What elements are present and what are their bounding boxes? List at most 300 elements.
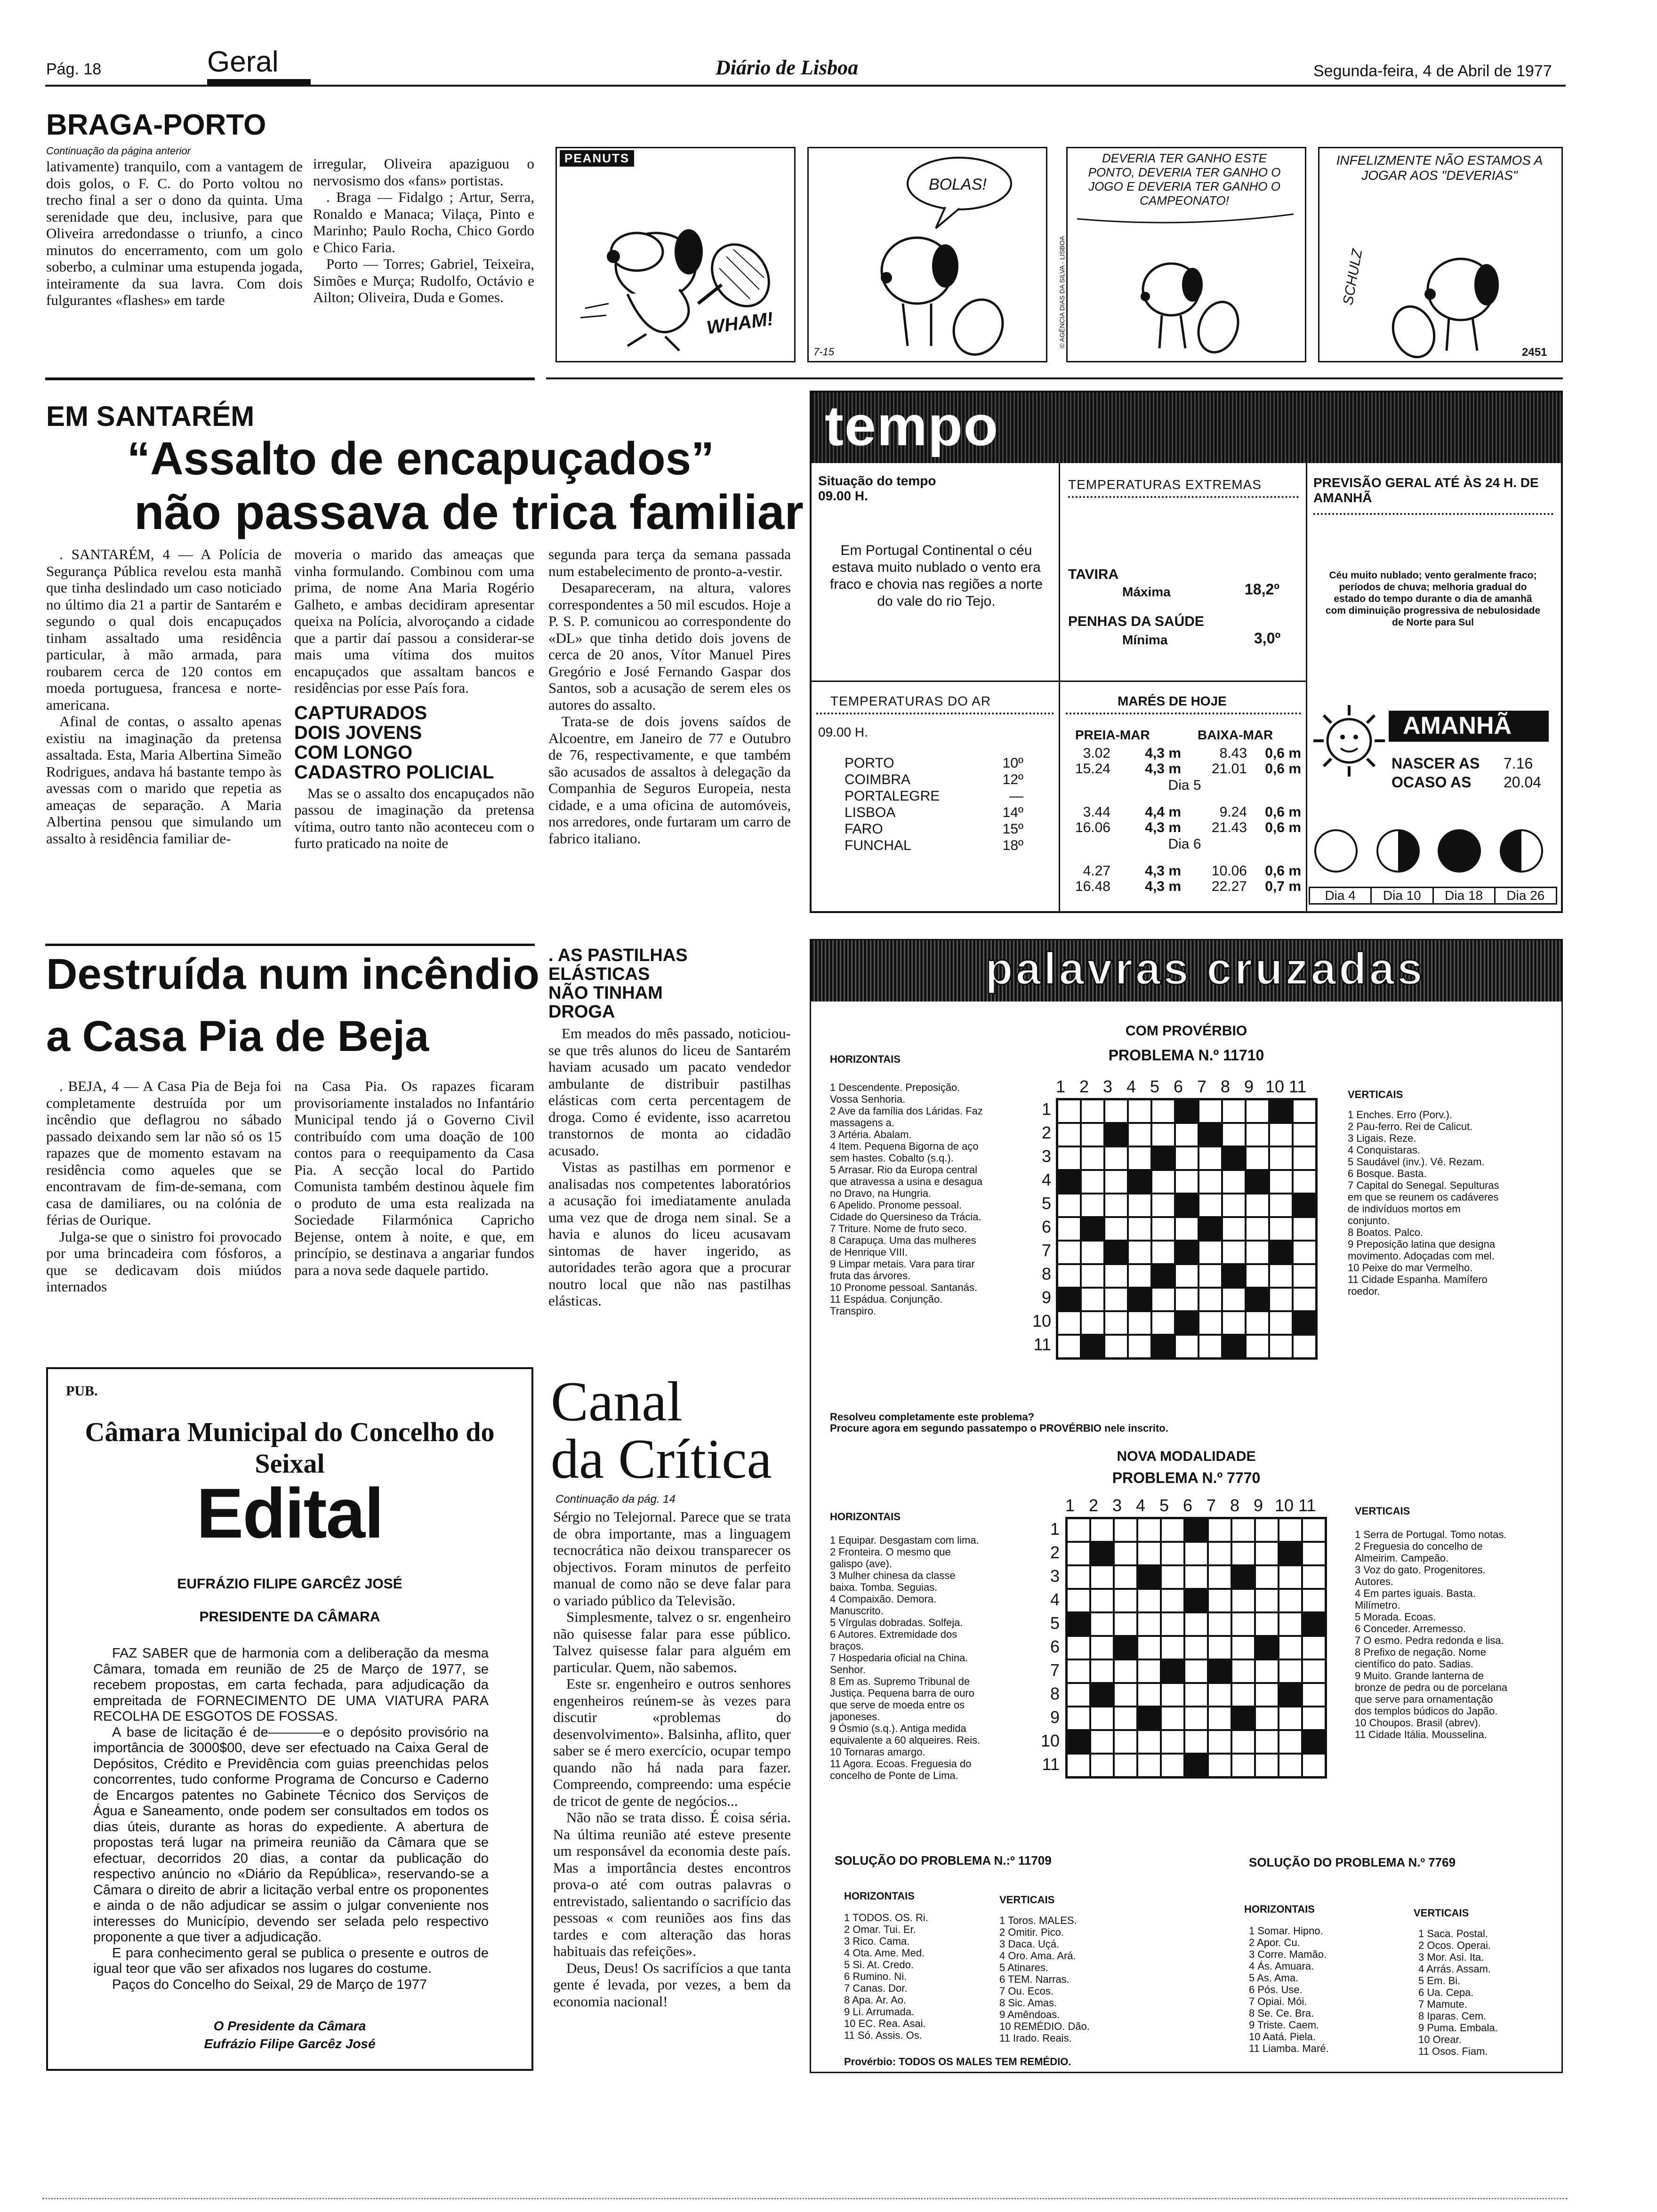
crossword-cell[interactable] [1151,1217,1175,1241]
crossword-cell[interactable] [1137,1589,1161,1612]
crossword-cell[interactable] [1175,1264,1199,1288]
crossword-cell[interactable] [1293,1146,1316,1170]
crossword-cell[interactable] [1104,1335,1128,1358]
crossword-cell[interactable] [1090,1707,1114,1730]
crossword-cell[interactable] [1161,1612,1184,1636]
comic-panel-2 [807,147,1047,362]
crossword-cell[interactable] [1293,1217,1316,1241]
crossword-cell[interactable] [1279,1565,1302,1589]
crossword-cell[interactable] [1128,1146,1151,1170]
crossword-cell[interactable] [1081,1264,1104,1288]
crossword-cell[interactable] [1222,1288,1246,1311]
crossword-cell[interactable] [1067,1636,1090,1659]
crossword-cell[interactable] [1255,1589,1279,1612]
crossword-cell[interactable] [1104,1099,1128,1123]
crossword-cell[interactable] [1067,1730,1090,1754]
crossword-cell[interactable] [1302,1565,1326,1589]
crossword-cell[interactable] [1175,1170,1199,1194]
crossword-cell[interactable] [1302,1589,1326,1612]
solution-line: 7 Ou. Ecos. [999,1985,1054,1997]
crossword-cell[interactable] [1199,1288,1222,1311]
solution-line: 4 Ás. Amuara. [1249,1960,1314,1972]
crossword-cell[interactable] [1175,1288,1199,1311]
crossword-cell[interactable] [1255,1730,1279,1754]
crossword-cell[interactable] [1161,1542,1184,1565]
crossword-cell[interactable] [1246,1335,1269,1358]
crossword-cell[interactable] [1090,1565,1114,1589]
crossword-cell[interactable] [1175,1335,1199,1358]
crossword-cell[interactable] [1081,1311,1104,1335]
crossword-cell[interactable] [1161,1518,1184,1542]
crossword-cell[interactable] [1104,1241,1128,1264]
crossword-cell[interactable] [1067,1754,1090,1777]
crossword-cell[interactable] [1128,1123,1151,1146]
crossword-cell[interactable] [1057,1241,1081,1264]
crossword-cell[interactable] [1255,1659,1279,1683]
crossword-cell[interactable] [1057,1217,1081,1241]
crossword-cell[interactable] [1128,1288,1151,1311]
crossword-cell[interactable] [1246,1099,1269,1123]
crossword-cell[interactable] [1057,1099,1081,1123]
row-number: 7 [1050,1660,1060,1680]
crossword-cell[interactable] [1279,1612,1302,1636]
crossword-cell[interactable] [1199,1241,1222,1264]
crossword-cell[interactable] [1114,1754,1137,1777]
crossword-cell[interactable] [1104,1264,1128,1288]
crossword-cell[interactable] [1222,1264,1246,1288]
city-name: COIMBRA [845,772,911,787]
crossword-cell[interactable] [1269,1194,1293,1217]
crossword-cell[interactable] [1057,1194,1081,1217]
solution-1-vertical [999,1915,1141,2044]
crossword-cell[interactable] [1302,1707,1326,1730]
crossword-cell[interactable] [1104,1170,1128,1194]
crossword-cell[interactable] [1231,1683,1255,1707]
crossword-cell[interactable] [1081,1146,1104,1170]
crossword-cell[interactable] [1057,1288,1081,1311]
crossword-cell[interactable] [1269,1335,1293,1358]
crossword-cell[interactable] [1081,1099,1104,1123]
crossword-cell[interactable] [1246,1123,1269,1146]
crossword-cell[interactable] [1128,1194,1151,1217]
crossword-cell[interactable] [1090,1659,1114,1683]
crossword-grid-2[interactable] [1065,1517,1327,1779]
crossword-cell[interactable] [1208,1612,1231,1636]
crossword-cell[interactable] [1184,1683,1208,1707]
crossword-cell[interactable] [1104,1311,1128,1335]
crossword-cell[interactable] [1067,1518,1090,1542]
crossword-cell[interactable] [1151,1146,1175,1170]
crossword-cell[interactable] [1279,1659,1302,1683]
crossword-cell[interactable] [1231,1707,1255,1730]
crossword-cell[interactable] [1255,1683,1279,1707]
crossword-cell[interactable] [1081,1241,1104,1264]
crossword-cell[interactable] [1184,1636,1208,1659]
crossword-cell[interactable] [1199,1217,1222,1241]
crossword-cell[interactable] [1246,1288,1269,1311]
crossword-cell[interactable] [1175,1241,1199,1264]
ad-paragraph: Paços do Concelho do Seixal, 29 de Março de 1977 [112,1977,427,1992]
crossword-cell[interactable] [1293,1099,1316,1123]
crossword-cell[interactable] [1231,1754,1255,1777]
crossword-cell[interactable] [1067,1707,1090,1730]
crossword-cell[interactable] [1128,1170,1151,1194]
crossword-cell[interactable] [1114,1542,1137,1565]
crossword-cell[interactable] [1231,1730,1255,1754]
crossword-cell[interactable] [1246,1170,1269,1194]
section-name: Geral [207,46,279,78]
col-number: 2 [1079,1077,1089,1096]
crossword-cell[interactable] [1199,1146,1222,1170]
crossword-cell[interactable] [1151,1194,1175,1217]
city-row [845,804,1023,821]
crossword-cell[interactable] [1090,1612,1114,1636]
crossword-cell[interactable] [1090,1636,1114,1659]
crossword-cell[interactable] [1302,1659,1326,1683]
crossword-cell[interactable] [1057,1146,1081,1170]
crossword-cell[interactable] [1090,1683,1114,1707]
crossword-cell[interactable] [1081,1335,1104,1358]
crossword-cell[interactable] [1128,1311,1151,1335]
crossword-cell[interactable] [1269,1264,1293,1288]
crossword-cell[interactable] [1208,1683,1231,1707]
heading-line: Situação do tempo [818,473,936,488]
crossword-cell[interactable] [1184,1589,1208,1612]
crossword-cell[interactable] [1293,1194,1316,1217]
crossword-cell[interactable] [1279,1542,1302,1565]
crossword-cell[interactable] [1137,1683,1161,1707]
extreme-city-min: PENHAS DA SAÚDE [1068,614,1204,629]
crossword-cell[interactable] [1114,1659,1137,1683]
crossword-cell[interactable] [1114,1683,1137,1707]
crossword-cell[interactable] [1269,1311,1293,1335]
crossword-cell[interactable] [1222,1311,1246,1335]
clue: 8 Prefixo de negação. Nome científico do pato. Sadias. [1355,1646,1486,1670]
city-name: FARO [845,821,883,837]
crossword-cell[interactable] [1222,1099,1246,1123]
tides-heading: MARÉS DE HOJE [1118,694,1227,708]
crossword-cell[interactable] [1199,1099,1222,1123]
crossword-cell[interactable] [1057,1335,1081,1358]
crossword-cell[interactable] [1199,1123,1222,1146]
crossword-cell[interactable] [1104,1217,1128,1241]
crossword-cell[interactable] [1137,1754,1161,1777]
crossword-cell[interactable] [1090,1589,1114,1612]
crossword-cell[interactable] [1175,1311,1199,1335]
crossword-cell[interactable] [1114,1565,1137,1589]
crossword-cell[interactable] [1184,1754,1208,1777]
crossword-cell[interactable] [1137,1612,1161,1636]
crossword-cell[interactable] [1279,1730,1302,1754]
crossword-cell[interactable] [1151,1099,1175,1123]
crossword-cell[interactable] [1208,1707,1231,1730]
crossword-problem-2: PROBLEMA N.º 7770 [1112,1469,1261,1486]
crossword-cell[interactable] [1302,1730,1326,1754]
clue: 9 Limpar metais. Vara para tirar fruta das árvores. [830,1258,975,1282]
beja-column-1 [46,1078,282,1295]
crossword-cell[interactable] [1208,1754,1231,1777]
crossword-cell[interactable] [1067,1565,1090,1589]
crossword-cell[interactable] [1104,1123,1128,1146]
crossword-cell[interactable] [1057,1170,1081,1194]
crossword-cell[interactable] [1208,1542,1231,1565]
crossword-cell[interactable] [1104,1146,1128,1170]
braga-title: BRAGA-PORTO [46,109,266,141]
crossword-cell[interactable] [1231,1565,1255,1589]
crossword-cell[interactable] [1114,1612,1137,1636]
crossword-cell[interactable] [1293,1241,1316,1264]
crossword-cell[interactable] [1246,1146,1269,1170]
crossword-cell[interactable] [1090,1518,1114,1542]
crossword-cell[interactable] [1255,1707,1279,1730]
crossword-cell[interactable] [1279,1707,1302,1730]
crossword-cell[interactable] [1137,1730,1161,1754]
row-number: 9 [1041,1288,1051,1307]
crossword-section [810,939,1563,2073]
crossword-cell[interactable] [1128,1099,1151,1123]
solution-line: 7 Opiai. Mói. [1249,1996,1307,2007]
crossword-cell[interactable] [1137,1565,1161,1589]
crossword-cell[interactable] [1208,1565,1231,1589]
crossword-cell[interactable] [1161,1589,1184,1612]
crossword-cell[interactable] [1246,1311,1269,1335]
crossword-cell[interactable] [1293,1311,1316,1335]
crossword-cell[interactable] [1151,1170,1175,1194]
crossword-cell[interactable] [1090,1754,1114,1777]
crossword-cell[interactable] [1269,1146,1293,1170]
crossword-cell[interactable] [1279,1683,1302,1707]
crossword-cell[interactable] [1199,1311,1222,1335]
crossword-cell[interactable] [1161,1730,1184,1754]
solution-line: 5 Em. Bi. [1418,1975,1461,1987]
clue: 1 Serra de Portugal. Tomo notas. [1355,1529,1507,1540]
crossword-cell[interactable] [1184,1612,1208,1636]
crossword-cell[interactable] [1293,1335,1316,1358]
extremes-heading: TEMPERATURAS EXTREMAS [1068,477,1262,492]
crossword-cell[interactable] [1222,1194,1246,1217]
crossword-cell[interactable] [1255,1754,1279,1777]
crossword-cell[interactable] [1184,1542,1208,1565]
crossword-cell[interactable] [1057,1264,1081,1288]
crossword-cell[interactable] [1161,1565,1184,1589]
crossword-note-2: Procure agora em segundo passatempo o PROVÉRBIO nele inscrito. [830,1422,1168,1434]
article-paragraph: na Casa Pia. Os rapazes ficaram provisoriamente instalados no Infantário Municipal tendo já o Governo Civil contribuído com uma doação de 100 contos para o reequipamento da Casa Pia. A secção local do Partido Comunista também destinou àquele fim o produto de uma esta realizada na Sociedade Filarmónica Capricho Bejense, ontem à noite, e que, em princípio, se destinava a angariar fundos para a nova sede daquele partido. [294,1078,534,1278]
crossword-cell[interactable] [1151,1288,1175,1311]
crossword-cell[interactable] [1175,1217,1199,1241]
clue: 4 Conquistaras. [1348,1144,1421,1156]
solution-line: 2 Ocos. Operai. [1418,1940,1491,1951]
tide-height: 0,6 m [1265,804,1301,820]
crossword-cell[interactable] [1255,1542,1279,1565]
row-number: 6 [1050,1637,1060,1656]
crossword-cell[interactable] [1293,1170,1316,1194]
crossword-cell[interactable] [1231,1612,1255,1636]
crossword-cell[interactable] [1208,1636,1231,1659]
crossword-cell[interactable] [1279,1754,1302,1777]
crossword-cell[interactable] [1137,1518,1161,1542]
crossword-cell[interactable] [1057,1123,1081,1146]
crossword-cell[interactable] [1222,1217,1246,1241]
crossword-cell[interactable] [1067,1589,1090,1612]
crossword-cell[interactable] [1269,1170,1293,1194]
crossword-cell[interactable] [1081,1217,1104,1241]
crossword-cell[interactable] [1302,1754,1326,1777]
crossword-cell[interactable] [1114,1730,1137,1754]
crossword-cell[interactable] [1302,1518,1326,1542]
crossword-cell[interactable] [1057,1311,1081,1335]
crossword-cell[interactable] [1269,1123,1293,1146]
crossword-cell[interactable] [1151,1264,1175,1288]
crossword-cell[interactable] [1184,1518,1208,1542]
row-number: 10 [1032,1311,1051,1330]
crossword-cell[interactable] [1199,1194,1222,1217]
crossword-cell[interactable] [1269,1288,1293,1311]
crossword-cell[interactable] [1137,1636,1161,1659]
moon-day: Dia 18 [1434,888,1496,903]
crossword-cell[interactable] [1222,1170,1246,1194]
crossword-cell[interactable] [1184,1659,1208,1683]
crossword-cell[interactable] [1184,1730,1208,1754]
crossword-subtitle-2: NOVA MODALIDADE [1117,1449,1256,1464]
crossword-cell[interactable] [1081,1288,1104,1311]
crossword-cell[interactable] [1114,1518,1137,1542]
crossword-cell[interactable] [1279,1589,1302,1612]
crossword-cell[interactable] [1199,1264,1222,1288]
crossword-cell[interactable] [1293,1123,1316,1146]
crossword-cell[interactable] [1222,1146,1246,1170]
crossword-cell[interactable] [1128,1264,1151,1288]
crossword-cell[interactable] [1067,1683,1090,1707]
clue: 1 Equipar. Desgastam com lima. [830,1534,979,1546]
crossword-cell[interactable] [1161,1683,1184,1707]
crossword-cell[interactable] [1114,1707,1137,1730]
crossword-cell[interactable] [1279,1518,1302,1542]
crossword-cell[interactable] [1255,1636,1279,1659]
subheading-line: CAPTURADOS [294,702,427,723]
crossword-cell[interactable] [1269,1099,1293,1123]
tide-row [1068,820,1301,835]
tide-height: 0,6 m [1265,820,1301,835]
crossword-cell[interactable] [1151,1335,1175,1358]
solution-line: 1 TODOS. OS. Ri. [844,1912,928,1923]
tide-time: 3.02 [1083,745,1110,761]
crossword-cell[interactable] [1302,1683,1326,1707]
crossword-cell[interactable] [1067,1612,1090,1636]
crossword-cell[interactable] [1302,1636,1326,1659]
crossword-cell[interactable] [1208,1589,1231,1612]
crossword-cell[interactable] [1137,1707,1161,1730]
crossword-cell[interactable] [1151,1123,1175,1146]
crossword-cell[interactable] [1081,1170,1104,1194]
crossword-cell[interactable] [1114,1636,1137,1659]
crossword-cell[interactable] [1175,1194,1199,1217]
crossword-cell[interactable] [1246,1194,1269,1217]
crossword-cell[interactable] [1161,1707,1184,1730]
comic-panel-4 [1318,147,1563,362]
crossword-cell[interactable] [1269,1217,1293,1241]
santarem-headline-2: não passava de trica familiar [134,485,804,540]
tide-height: 0,6 m [1265,761,1301,777]
crossword-cell[interactable] [1231,1518,1255,1542]
crossword-cell[interactable] [1269,1241,1293,1264]
crossword-cell[interactable] [1302,1542,1326,1565]
crossword-cell[interactable] [1184,1565,1208,1589]
crossword-cell[interactable] [1222,1241,1246,1264]
crossword-cell[interactable] [1104,1288,1128,1311]
crossword-note-1: Resolveu completamente este problema? [830,1411,1035,1423]
crossword-cell[interactable] [1128,1217,1151,1241]
crossword-cell[interactable] [1151,1311,1175,1335]
masthead [0,0,1657,89]
grid-1-row-numbers [1028,1096,1051,1359]
crossword-cell[interactable] [1090,1542,1114,1565]
canal-column [553,1508,791,2010]
crossword-cell[interactable] [1279,1636,1302,1659]
crossword-cell[interactable] [1081,1194,1104,1217]
crossword-cell[interactable] [1128,1241,1151,1264]
crossword-cell[interactable] [1128,1335,1151,1358]
grid-1-col-numbers [1056,1077,1338,1096]
crossword-cell[interactable] [1302,1612,1326,1636]
crossword-cell[interactable] [1081,1123,1104,1146]
subheading-line: CADASTRO POLICIAL [294,761,494,783]
comic-signature: SCHULZ [1340,248,1366,306]
crossword-cell[interactable] [1161,1636,1184,1659]
clue: 6 Bosque. Basta. [1348,1168,1427,1179]
crossword-cell[interactable] [1208,1518,1231,1542]
crossword-cell[interactable] [1246,1264,1269,1288]
crossword-grid-1[interactable] [1056,1098,1318,1360]
bottom-dotted-rule [42,2198,1568,2199]
crossword-cell[interactable] [1208,1730,1231,1754]
crossword-cell[interactable] [1208,1659,1231,1683]
crossword-cell[interactable] [1090,1730,1114,1754]
crossword-cell[interactable] [1231,1589,1255,1612]
crossword-cell[interactable] [1246,1241,1269,1264]
crossword-cell[interactable] [1104,1194,1128,1217]
crossword-cell[interactable] [1151,1241,1175,1264]
crossword-cell[interactable] [1175,1099,1199,1123]
crossword-cell[interactable] [1175,1123,1199,1146]
crossword-cell[interactable] [1161,1659,1184,1683]
crossword-cell[interactable] [1231,1542,1255,1565]
crossword-cell[interactable] [1161,1754,1184,1777]
crossword-cell[interactable] [1255,1565,1279,1589]
crossword-cell[interactable] [1114,1589,1137,1612]
crossword-cell[interactable] [1246,1217,1269,1241]
crossword-cell[interactable] [1199,1170,1222,1194]
crossword-cell[interactable] [1137,1659,1161,1683]
crossword-cell[interactable] [1231,1659,1255,1683]
crossword-cell[interactable] [1184,1707,1208,1730]
beja-headline-1: Destruída num incêndio [46,950,539,998]
crossword-cell[interactable] [1067,1659,1090,1683]
crossword-cell[interactable] [1255,1518,1279,1542]
crossword-cell[interactable] [1293,1288,1316,1311]
crossword-cell[interactable] [1255,1612,1279,1636]
crossword-cell[interactable] [1222,1335,1246,1358]
crossword-cell[interactable] [1199,1335,1222,1358]
crossword-cell[interactable] [1231,1636,1255,1659]
crossword-cell[interactable] [1222,1123,1246,1146]
solution-line: 3 Daca. Uçá. [999,1938,1060,1950]
crossword-cell[interactable] [1067,1542,1090,1565]
col-number: 7 [1207,1496,1216,1515]
tide-row [1068,745,1301,761]
crossword-cell[interactable] [1137,1542,1161,1565]
crossword-cell[interactable] [1293,1264,1316,1288]
crossword-cell[interactable] [1175,1146,1199,1170]
